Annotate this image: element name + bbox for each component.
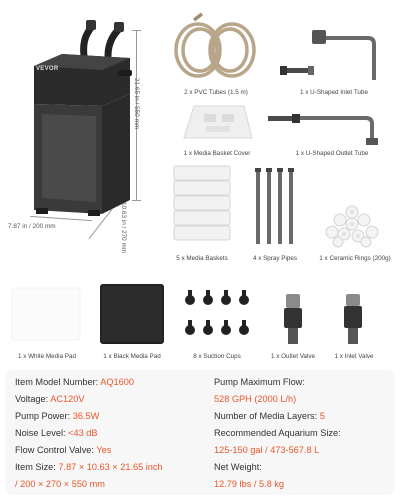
specifications-panel [5,370,395,495]
spec-value: 7.87 × 10.63 × 21.65 inch [58,462,163,472]
item-label-inlet-tube: 1 x U-Shaped Inlet Tube [300,89,368,96]
spec-pump-max-flow-value [214,394,296,404]
canister-filter-image [22,14,142,219]
spec-label: Item Size: [15,462,59,472]
item-label-black-media-pad: 1 x Black Media Pad [103,353,161,360]
item-label-media-basket-cover: 1 x Media Basket Cover [183,150,251,157]
brand-logo [36,66,59,72]
spec-value: Yes [96,445,112,455]
outlet-valve-image [280,292,306,346]
spec-pump-max-flow-label [214,377,305,387]
outlet-tube-image [266,112,390,146]
spec-item-size [15,462,163,472]
inlet-valve-image [340,292,366,346]
spec-net-weight-label [214,462,262,472]
pvc-tubes-image [172,12,260,84]
spec-value: 12.79 lbs / 5.8 kg [214,479,284,489]
media-baskets-image [162,162,242,244]
depth-dimension-label: 10.63 in / 270 mm [120,202,127,254]
width-dimension-label: 7.87 in / 200 mm [8,223,56,230]
spec-value: 125-150 gal / 473-567.8 L [214,445,320,455]
spec-value: 36.5W [72,411,100,421]
spec-aquarium-size-label [214,428,341,438]
height-dimension-tick-bottom [132,200,141,201]
item-label-spray-pipes: 4 x Spray Pipes [252,255,298,262]
item-label-suction-cups: 8 x Suction Cups [193,353,241,360]
spec-label: Flow Control Valve: [15,445,97,455]
inlet-tube-image [278,24,390,84]
black-media-pad-image [96,282,168,346]
item-label-ceramic-rings: 1 x Ceramic Rings (200g) [319,255,391,262]
spec-flow-control-valve [15,445,111,455]
spec-value: AQ1600 [100,377,134,387]
spec-voltage [15,394,85,404]
spec-label: Noise Level: [15,428,69,438]
spec-value: 5 [319,411,325,421]
white-media-pad-image [6,284,86,344]
spec-net-weight-value [214,479,284,489]
height-dimension-label: 21.65 in / 550 mm [133,78,140,130]
spec-label: Pump Maximum Flow: [214,377,305,387]
item-label-pvc-tubes: 2 x PVC Tubes (1.5 m) [184,89,248,96]
item-label-white-media-pad: 1 x White Media Pad [17,353,77,360]
media-basket-cover-image [180,104,254,142]
item-label-outlet-tube: 1 x U-Shaped Outlet Tube [295,150,369,157]
suction-cups-image [178,286,254,346]
spec-media-layers [214,411,325,421]
spec-value: 528 GPH (2000 L/h) [214,394,297,404]
item-label-inlet-valve: 1 x Inlet Valve [334,353,374,360]
item-label-media-baskets: 5 x Media Baskets [176,255,228,262]
spec-label: Item Model Number: [15,377,101,387]
spec-label: Net Weight: [214,462,262,472]
spec-label: Pump Power: [15,411,73,421]
ceramic-rings-image [322,204,384,248]
spec-label: Voltage: [15,394,51,404]
height-dimension-tick-top [132,30,141,31]
spec-pump-power [15,411,99,421]
item-label-outlet-valve: 1 x Outlet Valve [271,353,315,360]
spec-aquarium-size-value [214,445,319,455]
spec-label: Recommended Aquarium Size: [214,428,341,438]
spec-item-size-metric [15,479,105,489]
spec-value: / 200 × 270 × 550 mm [15,479,105,489]
spec-value: <43 dB [68,428,98,438]
spec-noise-level [15,428,98,438]
spec-value: AC120V [50,394,85,404]
spec-label: Number of Media Layers: [214,411,320,421]
brand-logo-text: VEVOR [36,66,59,72]
spray-pipes-image [250,166,300,246]
spec-model-number [15,377,134,387]
